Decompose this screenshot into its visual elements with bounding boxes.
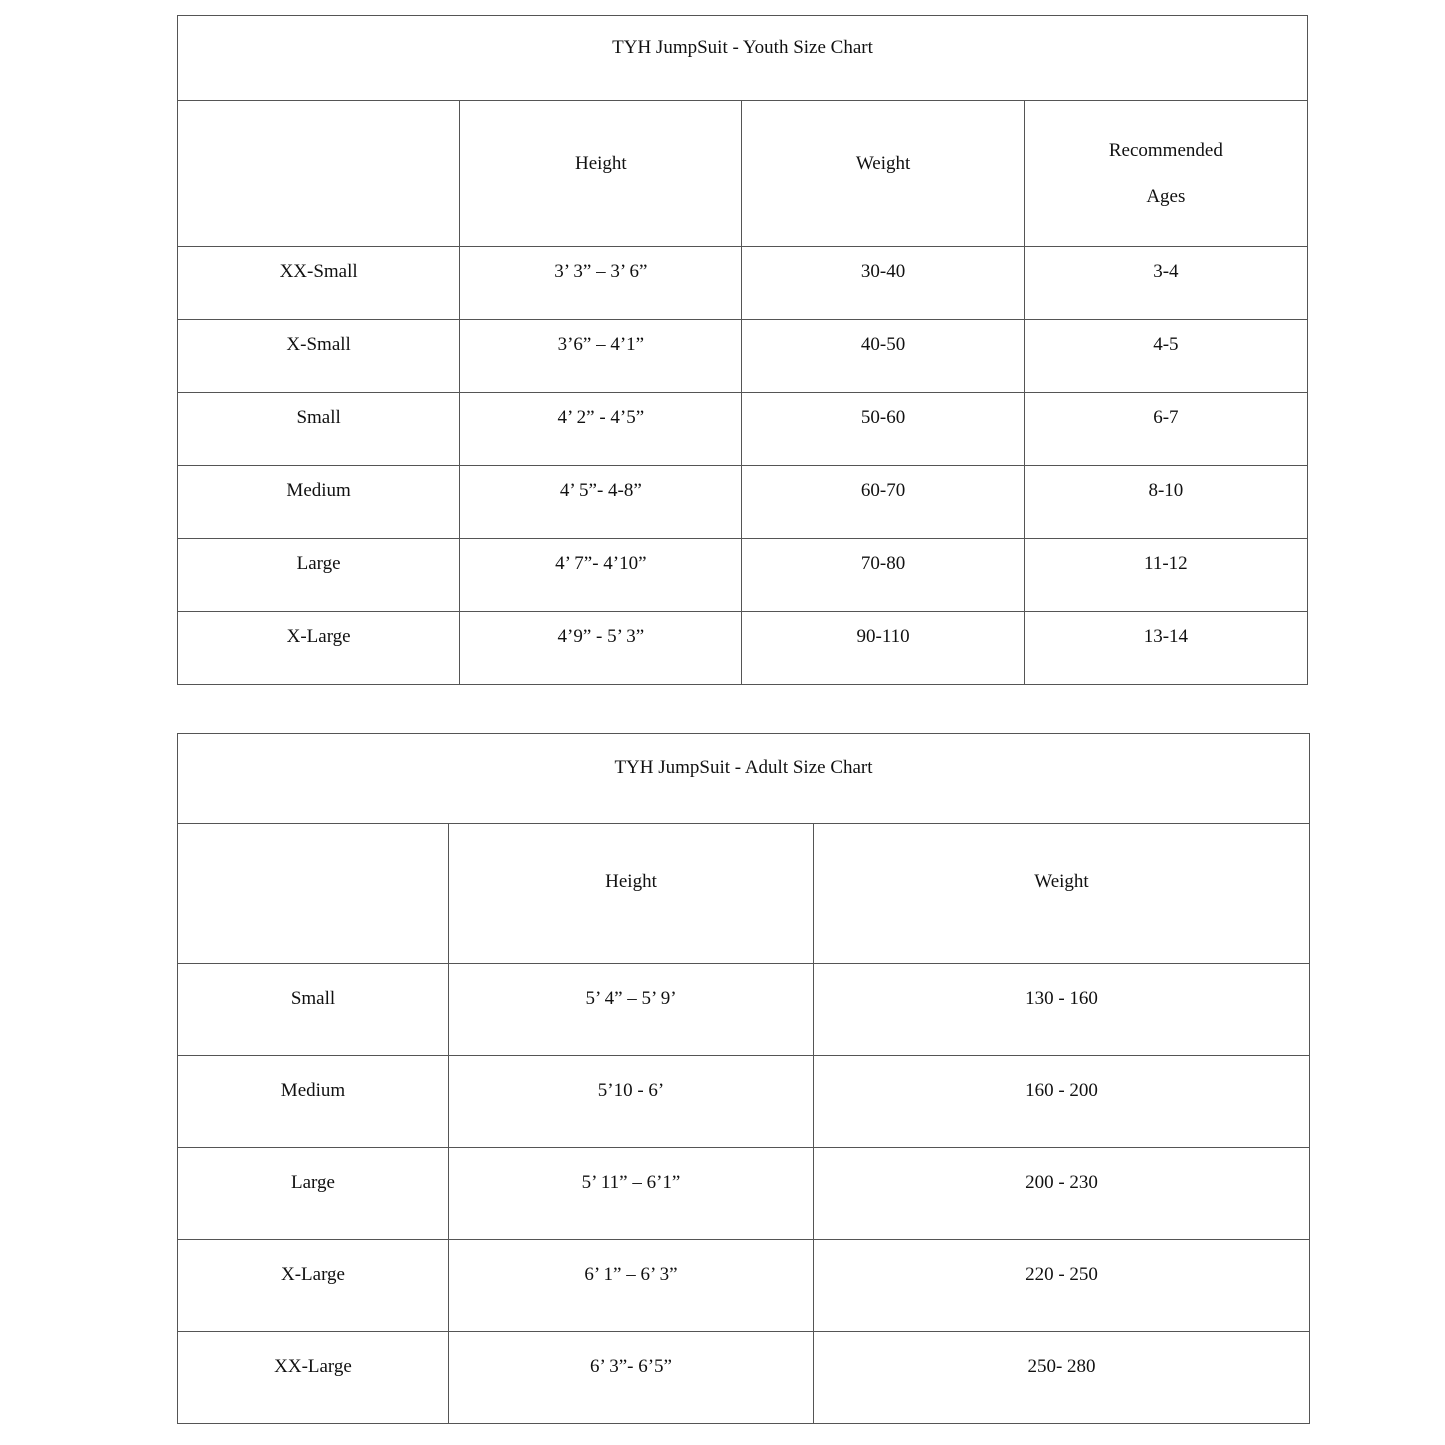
- youth-height-cell: 4’ 5”- 4-8”: [460, 466, 742, 539]
- youth-header-height: Height: [460, 101, 742, 247]
- youth-size-cell: Medium: [178, 466, 460, 539]
- youth-weight-cell: 50-60: [742, 393, 1024, 466]
- adult-height-cell: 5’10 - 6’: [449, 1056, 814, 1148]
- table-row: [178, 466, 1308, 539]
- youth-size-cell: Large: [178, 539, 460, 612]
- youth-ages-cell: 11-12: [1024, 539, 1307, 612]
- adult-size-cell: XX-Large: [178, 1332, 449, 1424]
- youth-table-title: TYH JumpSuit - Youth Size Chart: [612, 37, 873, 58]
- youth-height-cell: 4’ 7”- 4’10”: [460, 539, 742, 612]
- youth-weight-cell: 40-50: [742, 320, 1024, 393]
- youth-weight-cell: 60-70: [742, 466, 1024, 539]
- adult-size-cell: Large: [178, 1148, 449, 1240]
- table-row: [178, 1148, 1310, 1240]
- table-row: [178, 1332, 1310, 1424]
- youth-height-cell: 4’ 2” - 4’5”: [460, 393, 742, 466]
- youth-header-row: [178, 101, 1308, 247]
- adult-size-cell: Medium: [178, 1056, 449, 1148]
- youth-weight-cell: 90-110: [742, 612, 1024, 685]
- youth-size-cell: Small: [178, 393, 460, 466]
- youth-header-size: [178, 101, 460, 247]
- adult-size-chart-table: [177, 733, 1310, 1424]
- youth-title-row: [178, 16, 1308, 101]
- youth-table-title-cell: [178, 16, 1308, 101]
- adult-title-row: [178, 734, 1310, 824]
- adult-size-cell: X-Large: [178, 1240, 449, 1332]
- table-row: [178, 247, 1308, 320]
- table-row: [178, 539, 1308, 612]
- table-row: [178, 1240, 1310, 1332]
- adult-size-cell: Small: [178, 964, 449, 1056]
- adult-weight-cell: 200 - 230: [814, 1148, 1310, 1240]
- adult-weight-cell: 130 - 160: [814, 964, 1310, 1056]
- youth-size-cell: XX-Small: [178, 247, 460, 320]
- adult-header-height: Height: [449, 824, 814, 964]
- youth-size-cell: X-Large: [178, 612, 460, 685]
- adult-weight-cell: 220 - 250: [814, 1240, 1310, 1332]
- adult-height-cell: 5’ 4” – 5’ 9’: [449, 964, 814, 1056]
- adult-weight-cell: 250- 280: [814, 1332, 1310, 1424]
- table-row: [178, 320, 1308, 393]
- youth-ages-cell: 6-7: [1024, 393, 1307, 466]
- table-row: [178, 1056, 1310, 1148]
- youth-header-recommended-ages: Recommended Ages: [1024, 101, 1307, 247]
- youth-height-cell: 4’9” - 5’ 3”: [460, 612, 742, 685]
- youth-weight-cell: 70-80: [742, 539, 1024, 612]
- adult-table-title-cell: [178, 734, 1310, 824]
- youth-height-cell: 3’ 3” – 3’ 6”: [460, 247, 742, 320]
- youth-size-cell: X-Small: [178, 320, 460, 393]
- youth-ages-cell: 8-10: [1024, 466, 1307, 539]
- adult-header-weight: Weight: [814, 824, 1310, 964]
- adult-height-cell: 5’ 11” – 6’1”: [449, 1148, 814, 1240]
- table-row: [178, 393, 1308, 466]
- youth-weight-cell: 30-40: [742, 247, 1024, 320]
- youth-ages-cell: 4-5: [1024, 320, 1307, 393]
- adult-header-size: [178, 824, 449, 964]
- youth-height-cell: 3’6” – 4’1”: [460, 320, 742, 393]
- youth-ages-cell: 3-4: [1024, 247, 1307, 320]
- table-row: [178, 964, 1310, 1056]
- adult-height-cell: 6’ 3”- 6’5”: [449, 1332, 814, 1424]
- table-row: [178, 612, 1308, 685]
- adult-weight-cell: 160 - 200: [814, 1056, 1310, 1148]
- youth-ages-cell: 13-14: [1024, 612, 1307, 685]
- youth-header-weight: Weight: [742, 101, 1024, 247]
- adult-table-title: TYH JumpSuit - Adult Size Chart: [614, 757, 873, 778]
- adult-height-cell: 6’ 1” – 6’ 3”: [449, 1240, 814, 1332]
- adult-header-row: [178, 824, 1310, 964]
- youth-size-chart-table: [177, 15, 1308, 685]
